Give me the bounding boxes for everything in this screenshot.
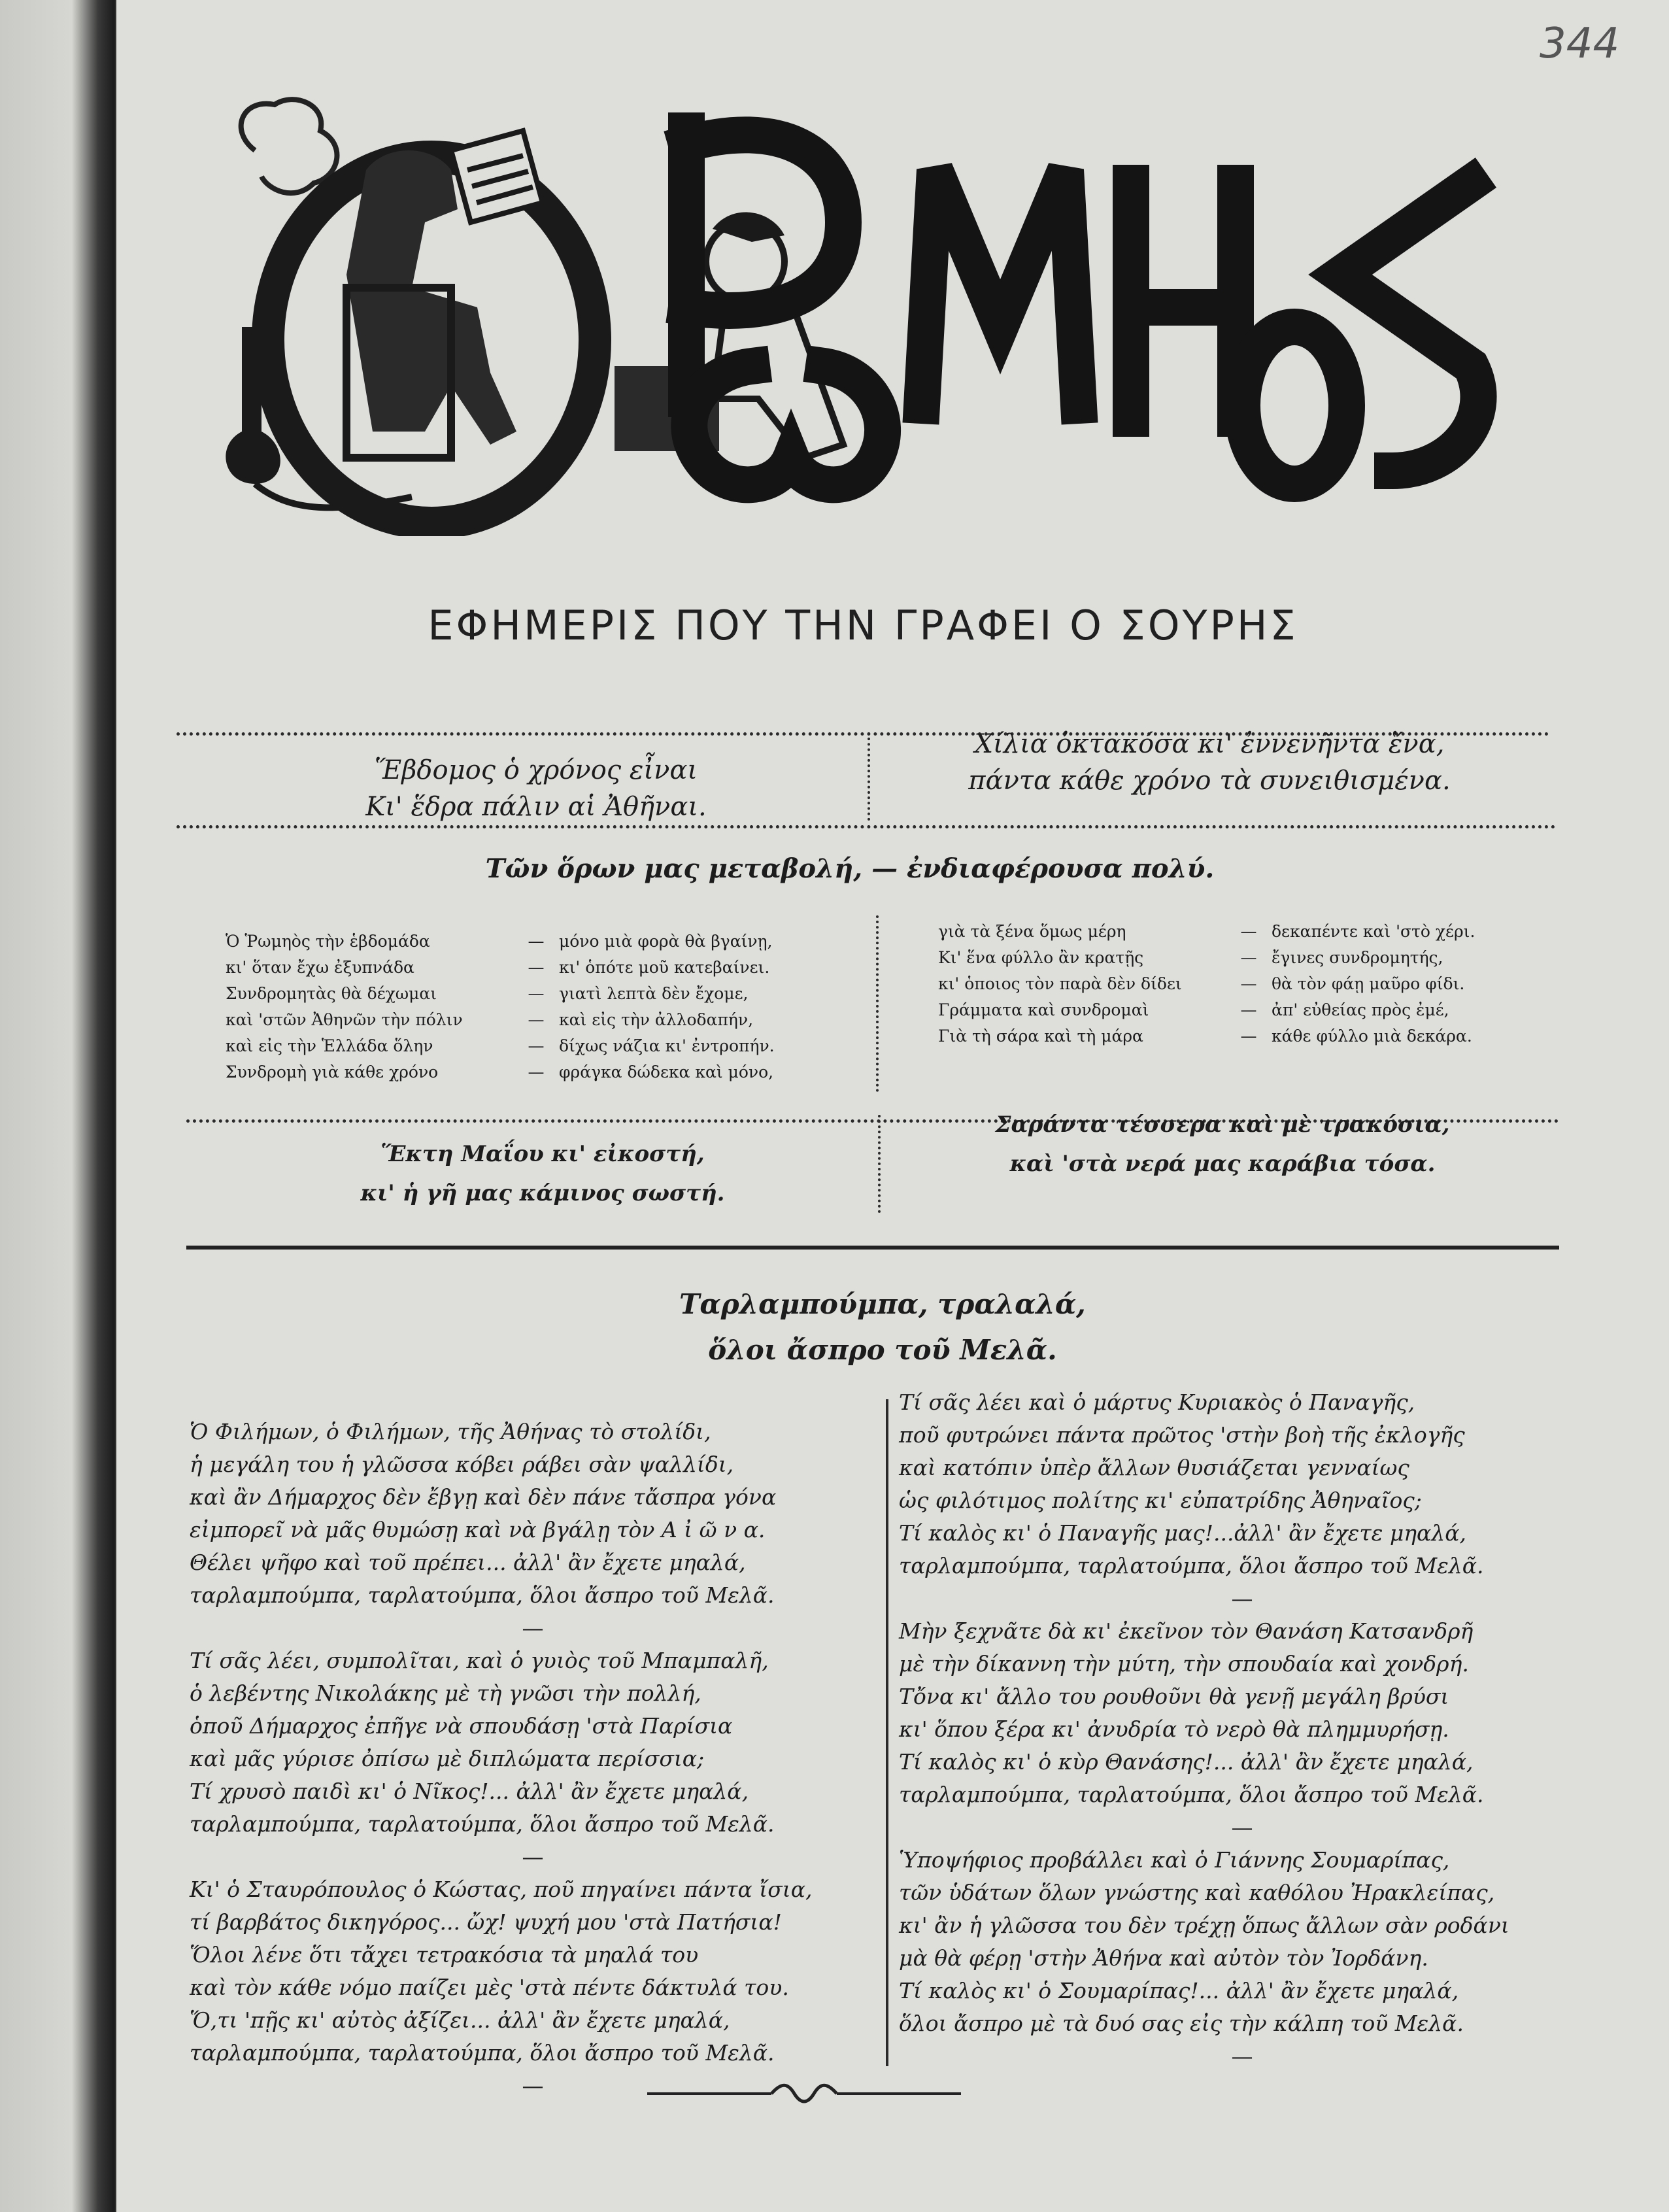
terms-row: κι' ὅταν ἔχω ἐξυπνάδα — κι' ὁπότε μοῦ κατεβαίνει. (226, 958, 770, 977)
terms-row: γιὰ τὰ ξένα ὅμως μέρη — δεκαπέντε καὶ 'στὸ χέρι. (938, 922, 1475, 941)
date-box-left-text: Ἕκτη Μαΐου κι' εἰκοστή, κι' ἡ γῆ μας κάμινος σωστή. (360, 1141, 725, 1206)
terms-row: καὶ 'στῶν Ἀθηνῶν τὴν πόλιν — καὶ εἰς τὴν ἀλλοδαπήν, (226, 1010, 754, 1029)
terms-row: καὶ εἰς τὴν Ἑλλάδα ὅλην — δίχως νάζια κι' ἐντροπήν. (226, 1036, 775, 1055)
poem-stanza: Ὑποψήφιος προβάλλει καὶ ὁ Γιάννης Σουμαρίπας, τῶν ὑδάτων ὅλων γνώστης καὶ καθόλου Ἠρακλείπας, κι' ἂν ἡ γλῶσσα του δὲν τρέχῃ ὅπως ἄλλων σὰν ροδάνι μὰ θὰ φέρῃ 'στὴν Ἀθήνα καὶ αὐτὸν τὸν Ἰορδάνη. Τί καλὸς κι' ὁ Σουμαρίπας!... ἀλλ' ἂν ἔχετε μηαλά, ὅλοι ἄσπρο μὲ τὰ δυό σας εἰς τὴν κάλπη τοῦ Μελᾶ. (899, 1847, 1509, 2036)
date-box-divider (878, 1115, 881, 1213)
poem-column-divider (886, 1399, 888, 2066)
stanza-divider: — (1231, 1586, 1253, 1611)
poem-stanza: Τί σᾶς λέει, συμπολῖται, καὶ ὁ γυιὸς τοῦ Μπαμπαλῆ, ὁ λεβέντης Νικολάκης μὲ τὴ γνῶσι τὴν πολλή, ὁποῦ Δήμαρχος ἐπῆγε νὰ σπουδάσῃ 'στὰ Παρίσια καὶ μᾶς γύρισε ὀπίσω μὲ διπλώματα περίσσια; Τί χρυσὸ παιδὶ κι' ὁ Νῖκος!... ἀλλ' ἂν ἔχετε μηαλά, ταρλαμπούμπα, ταρλατούμπα, ὅλοι ἄσπρο τοῦ Μελᾶ. (190, 1648, 775, 1837)
top-box-lower-rule (177, 825, 1556, 828)
poem-title: Ταρλαμπούμπα, τραλαλά, ὅλοι ἄσπρο τοῦ Μελᾶ. (679, 1288, 1086, 1366)
poem-stanza: Μὴν ξεχνᾶτε δὰ κι' ἐκεῖνον τὸν Θανάση Κατσανδρῆ μὲ τὴν δίκαννη τὴν μύτη, τὴν σπουδαία καὶ χονδρή. Τὄνα κι' ἄλλο του ρουθοῦνι θὰ γενῇ μεγάλη βρύσι κι' ὅπου ξέρα κι' ἀνυδρία τὸ νερὸ θὰ πλημμυρήσῃ. Τί καλὸς κι' ὁ κὺρ Θανάσης!... ἀλλ' ἂν ἔχετε μηαλά, ταρλαμπούμπα, ταρλατούμπα, ὅλοι ἄσπρο τοῦ Μελᾶ. (899, 1618, 1484, 1807)
top-box-right-text: Χίλια ὀκτακόσα κι' ἐννενῆντα ἕνα, πάντα κάθε χρόνο τὰ συνειθισμένα. (968, 729, 1451, 796)
terms-row: κι' ὁποιος τὸν παρὰ δὲν δίδει — θὰ τὸν φάῃ μαῦρο φίδι. (938, 974, 1465, 993)
poem-stanza: Τί σᾶς λέει καὶ ὁ μάρτυς Κυριακὸς ὁ Παναγῆς, ποῦ φυτρώνει πάντα πρῶτος 'στὴν βοὴ τῆς ἐκλογῆς καὶ κατόπιν ὑπὲρ ἄλλων θυσιάζεται γενναίως ὡς φιλότιμος πολίτης κι' εὐπατρίδης Ἀθηναῖος; Τί καλὸς κι' ὁ Παναγῆς μας!...ἀλλ' ἂν ἔχετε μηαλά, ταρλαμπούμπα, ταρλατούμπα, ὅλοι ἄσπρο τοῦ Μελᾶ. (899, 1389, 1484, 1578)
newspaper-illustration (451, 131, 543, 222)
poem-stanza: Ὁ Φιλήμων, ὁ Φιλήμων, τῆς Ἀθήνας τὸ στολίδι, ἡ μεγάλη του ἡ γλῶσσα κόβει ράβει σὰν ψαλλίδι, καὶ ἂν Δήμαρχος δὲν ἔβγῃ καὶ δὲν πάνε τἄσπρα γόνα εἰμπορεῖ νὰ μᾶς θυμώσῃ καὶ νὰ βγάλῃ τὸν Α ἰ ῶ ν α. Θέλει ψῆφο καὶ τοῦ πρέπει... ἀλλ' ἂν ἔχετε μηαλά, ταρλαμπούμπα, ταρλατούμπα, ὅλοι ἄσπρο τοῦ Μελᾶ. (190, 1419, 777, 1608)
terms-heading: Τῶν ὅρων μας μεταβολή, — ἐνδιαφέρουσα πολύ. (485, 853, 1215, 884)
poem-left-column (190, 1416, 876, 2102)
stanza-divider: — (522, 2073, 544, 2098)
smoke-illustration (241, 99, 337, 193)
book-binding (0, 0, 118, 2212)
terms-row: Συνδρομὴ γιὰ κάθε χρόνο — φράγκα δώδεκα καὶ μόνο, (226, 1063, 774, 1081)
top-box-divider (868, 732, 870, 821)
terms-row: Κι' ἕνα φύλλο ἂν κρατῇς — ἔγινες συνδρομητής, (938, 948, 1443, 967)
stanza-divider: — (1231, 2043, 1253, 2069)
date-box-lower-rule (186, 1246, 1559, 1250)
terms-row: Ὁ Ῥωμηὸς τὴν ἑβδομάδα — μόνο μιὰ φορὰ θὰ βγαίνῃ, (226, 932, 773, 951)
top-box-left-text: Ἕβδομος ὁ χρόνος εἶναι Κι' ἕδρα πάλιν αἱ Ἀθῆναι. (365, 755, 707, 822)
date-box-right-text: Σαράντα τέσσερα καὶ μὲ τρακόσια, καὶ 'στὰ νερά μας καράβια τόσα. (995, 1112, 1450, 1177)
masthead-lettering-illustration (686, 131, 1479, 485)
stanza-divider: — (522, 1615, 544, 1641)
page-number: 344 (1540, 20, 1620, 68)
poem-right-column (899, 1386, 1585, 2073)
stanza-divider: — (1231, 1814, 1253, 1840)
terms-row: Συνδρομητὰς θὰ δέχωμαι — γιατὶ λεπτὰ δὲν ἔχομε, (226, 984, 749, 1003)
masthead-logo (216, 92, 1517, 536)
terms-divider (876, 915, 879, 1092)
poem-stanza: Κι' ὁ Σταυρόπουλος ὁ Κώστας, ποῦ πηγαίνει πάντα ἴσια, τί βαρβάτος δικηγόρος... ὤχ! ψυχή μου 'στὰ Πατήσια! Ὅλοι λένε ὅτι τἄχει τετρακόσια τὰ μηαλά του καὶ τὸν κάθε νόμο παίζει μὲς 'στὰ πέντε δάκτυλά του. Ὅ,τι 'πῇς κι' αὐτὸς ἀξίζει... ἀλλ' ἂν ἔχετε μηαλά, ταρλαμπούμπα, ταρλατούμπα, ὅλοι ἄσπρο τοῦ Μελᾶ. (190, 1877, 813, 2066)
bottom-ornament (647, 2079, 961, 2105)
terms-right-column (938, 919, 1475, 1049)
terms-row: Γιὰ τὴ σάρα καὶ τὴ μάρα — κάθε φύλλο μιὰ δεκάρα. (938, 1027, 1472, 1046)
terms-row: Γράμματα καὶ συνδρομαὶ — ἀπ' εὐθείας πρὸς ἐμέ, (938, 1000, 1449, 1019)
stanza-divider: — (522, 1844, 544, 1869)
terms-left-column (226, 928, 775, 1085)
newspaper-subtitle: ΕΦΗΜΕΡΙΣ ΠΟΥ ΤΗΝ ΓΡΑΦΕΙ Ο ΣΟΥΡΗΣ (428, 602, 1298, 649)
